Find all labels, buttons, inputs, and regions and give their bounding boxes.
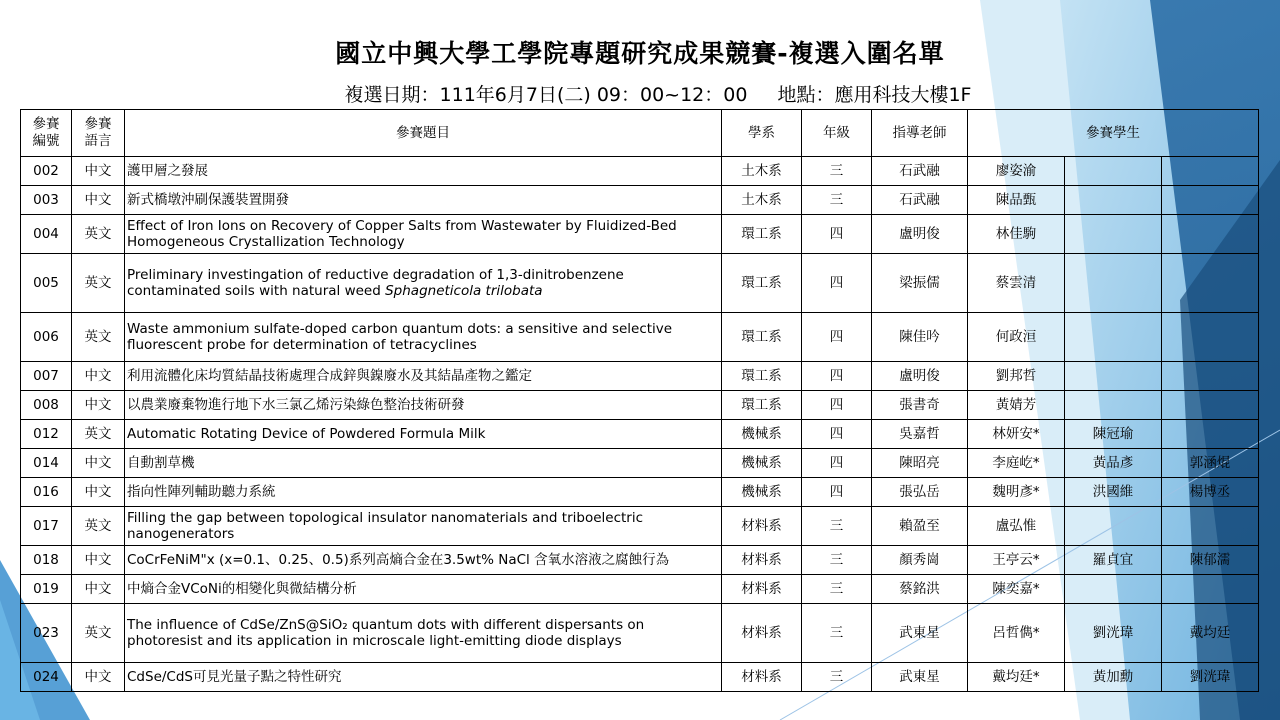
row-student-2: 洪國維 [1065,478,1162,507]
row-dept: 機械系 [722,420,802,449]
row-student-3 [1162,254,1259,313]
row-id: 008 [21,391,72,420]
row-lang: 英文 [72,254,125,313]
row-id: 006 [21,313,72,362]
row-student-2 [1065,215,1162,254]
row-student-1: 何政洹 [968,313,1065,362]
row-student-1: 王亭云* [968,546,1065,575]
row-lang: 英文 [72,313,125,362]
row-student-3 [1162,157,1259,186]
row-student-2 [1065,157,1162,186]
row-student-2: 羅貞宜 [1065,546,1162,575]
row-lang: 中文 [72,449,125,478]
row-topic: 護甲層之發展 [125,157,722,186]
row-dept: 材料系 [722,575,802,604]
row-lang: 中文 [72,478,125,507]
row-student-2 [1065,254,1162,313]
row-id: 017 [21,507,72,546]
row-student-1: 劉邦哲 [968,362,1065,391]
row-dept: 環工系 [722,313,802,362]
row-student-1: 戴均廷* [968,663,1065,692]
row-topic: Preliminary investingation of reductive degradation of 1,3-dinitrobenzene contaminated soils with natural weed Sphagneticola trilobata [125,254,722,313]
row-lang: 英文 [72,604,125,663]
row-id: 007 [21,362,72,391]
row-advisor: 梁振儒 [872,254,968,313]
row-grade: 四 [802,215,872,254]
row-student-3 [1162,362,1259,391]
row-lang: 英文 [72,420,125,449]
table-row [21,186,1259,215]
table-row [21,254,1259,313]
row-advisor: 蔡銘洪 [872,575,968,604]
row-topic: Filling the gap between topological insulator nanomaterials and triboelectric nanogenerators [125,507,722,546]
row-id: 002 [21,157,72,186]
row-lang: 中文 [72,546,125,575]
row-student-2 [1065,186,1162,215]
row-lang: 英文 [72,215,125,254]
row-grade: 三 [802,546,872,575]
row-student-1: 黃婧芳 [968,391,1065,420]
row-student-3 [1162,420,1259,449]
row-lang: 中文 [72,186,125,215]
row-advisor: 張弘岳 [872,478,968,507]
table-row [21,420,1259,449]
row-lang: 中文 [72,663,125,692]
row-dept: 環工系 [722,254,802,313]
row-dept: 環工系 [722,215,802,254]
header-id: 參賽 編號 [21,110,72,157]
row-student-3 [1162,186,1259,215]
row-topic: CdSe/CdS可見光量子點之特性研究 [125,663,722,692]
header-topic: 參賽題目 [125,110,722,157]
row-student-3: 郭涵焜 [1162,449,1259,478]
row-grade: 三 [802,604,872,663]
row-grade: 三 [802,507,872,546]
row-advisor: 盧明俊 [872,215,968,254]
row-id: 003 [21,186,72,215]
table-row [21,313,1259,362]
table-row [21,478,1259,507]
table-row [21,362,1259,391]
table-row [21,604,1259,663]
row-grade: 三 [802,186,872,215]
row-student-3: 戴均廷 [1162,604,1259,663]
table-header [21,110,1259,157]
row-lang: 英文 [72,507,125,546]
table-row [21,546,1259,575]
row-student-2 [1065,362,1162,391]
header-grade: 年級 [802,110,872,157]
row-advisor: 武東星 [872,604,968,663]
row-student-1: 陳品甄 [968,186,1065,215]
row-id: 005 [21,254,72,313]
header-advisor: 指導老師 [872,110,968,157]
row-student-3: 陳郁濡 [1162,546,1259,575]
row-grade: 四 [802,391,872,420]
header-dept: 學系 [722,110,802,157]
row-advisor: 顏秀崗 [872,546,968,575]
row-lang: 中文 [72,391,125,420]
row-student-2: 陳冠瑜 [1065,420,1162,449]
row-grade: 四 [802,420,872,449]
row-student-1: 蔡雲清 [968,254,1065,313]
row-topic: CoCrFeNiM"x (x=0.1、0.25、0.5)系列高熵合金在3.5wt% NaCl 含氧水溶液之腐蝕行為 [125,546,722,575]
row-student-1: 呂哲儁* [968,604,1065,663]
row-student-2: 劉洸瑋 [1065,604,1162,663]
row-student-3 [1162,391,1259,420]
row-id: 018 [21,546,72,575]
table-row [21,663,1259,692]
row-advisor: 石武融 [872,186,968,215]
row-dept: 材料系 [722,507,802,546]
row-student-2 [1065,575,1162,604]
row-dept: 材料系 [722,546,802,575]
row-lang: 中文 [72,575,125,604]
table-row [21,507,1259,546]
row-student-3 [1162,215,1259,254]
row-advisor: 武東星 [872,663,968,692]
row-id: 024 [21,663,72,692]
row-student-2 [1065,391,1162,420]
row-student-2: 黃加勳 [1065,663,1162,692]
finalist-table [20,109,1259,692]
row-advisor: 吳嘉哲 [872,420,968,449]
row-topic: 自動割草機 [125,449,722,478]
row-student-1: 魏明彥* [968,478,1065,507]
row-student-1: 林佳駒 [968,215,1065,254]
row-topic: 新式橋墩沖刷保護裝置開發 [125,186,722,215]
row-topic: Automatic Rotating Device of Powdered Formula Milk [125,420,722,449]
row-grade: 四 [802,478,872,507]
row-dept: 機械系 [722,478,802,507]
row-student-2 [1065,507,1162,546]
row-advisor: 張書奇 [872,391,968,420]
row-advisor: 盧明俊 [872,362,968,391]
page-title: 國立中興大學工學院專題研究成果競賽-複選入圍名單 [335,39,945,68]
event-info [0,80,1280,107]
row-dept: 土木系 [722,157,802,186]
row-lang: 中文 [72,362,125,391]
table-row [21,449,1259,478]
row-advisor: 賴盈至 [872,507,968,546]
row-grade: 四 [802,254,872,313]
row-dept: 土木系 [722,186,802,215]
table-row [21,215,1259,254]
row-student-1: 廖姿渝 [968,157,1065,186]
row-id: 016 [21,478,72,507]
row-advisor: 石武融 [872,157,968,186]
row-student-2 [1065,313,1162,362]
row-student-3 [1162,575,1259,604]
row-advisor: 陳佳吟 [872,313,968,362]
row-dept: 材料系 [722,604,802,663]
row-grade: 四 [802,313,872,362]
row-student-3: 楊博丞 [1162,478,1259,507]
row-topic: 以農業廢棄物進行地下水三氯乙烯污染綠色整治技術研發 [125,391,722,420]
row-student-3: 劉洸瑋 [1162,663,1259,692]
row-student-1: 陳奕嘉* [968,575,1065,604]
row-dept: 環工系 [722,362,802,391]
row-lang: 中文 [72,157,125,186]
row-topic: Effect of Iron Ions on Recovery of Copper Salts from Wastewater by Fluidized-Bed Homogeneous Crystallization Technology [125,215,722,254]
event-date: 複選日期：111年6月7日(二) 09：00~12：00 [344,84,748,106]
row-dept: 材料系 [722,663,802,692]
row-id: 004 [21,215,72,254]
table-row [21,575,1259,604]
event-location: 地點：應用科技大樓1F [777,84,972,106]
row-id: 023 [21,604,72,663]
row-dept: 環工系 [722,391,802,420]
row-grade: 四 [802,449,872,478]
row-topic: The influence of CdSe/ZnS@SiO₂ quantum dots with different dispersants on photoresist and its application in microscale light-emitting diode displays [125,604,722,663]
row-dept: 機械系 [722,449,802,478]
row-student-3 [1162,313,1259,362]
row-grade: 三 [802,157,872,186]
header-lang: 參賽 語言 [72,110,125,157]
row-grade: 三 [802,575,872,604]
row-id: 014 [21,449,72,478]
row-student-1: 林妍安* [968,420,1065,449]
row-topic: 指向性陣列輔助聽力系統 [125,478,722,507]
table-row [21,157,1259,186]
row-advisor: 陳昭亮 [872,449,968,478]
row-topic: 中熵合金VCoNi的相變化與微結構分析 [125,575,722,604]
row-topic: 利用流體化床均質結晶技術處理合成鋅與鎳廢水及其結晶產物之鑑定 [125,362,722,391]
row-topic: Waste ammonium sulfate-doped carbon quantum dots: a sensitive and selective fluorescent probe for determination of tetracyclines [125,313,722,362]
table-row [21,391,1259,420]
row-id: 012 [21,420,72,449]
row-grade: 四 [802,362,872,391]
row-id: 019 [21,575,72,604]
header-students: 參賽學生 [968,110,1259,157]
row-student-1: 李庭屹* [968,449,1065,478]
row-student-2: 黃品彥 [1065,449,1162,478]
row-student-1: 盧弘惟 [968,507,1065,546]
row-student-3 [1162,507,1259,546]
row-grade: 三 [802,663,872,692]
